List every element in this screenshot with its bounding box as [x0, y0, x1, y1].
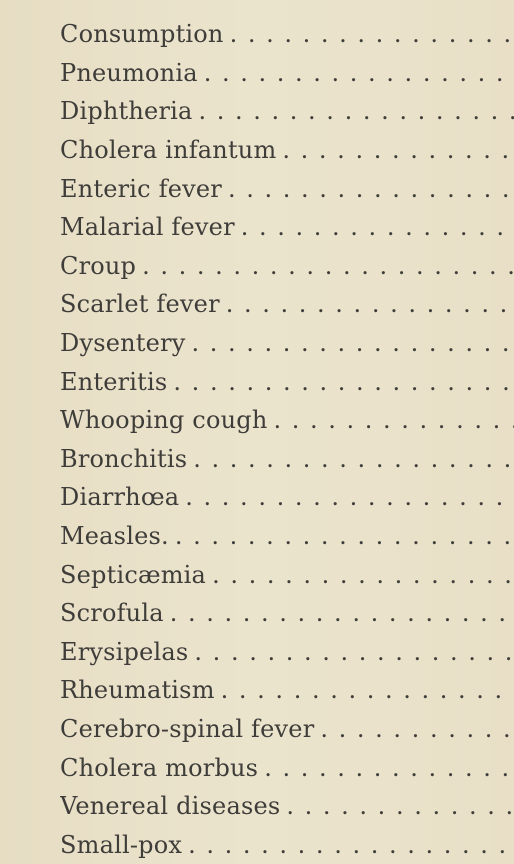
- dot-leader: [199, 97, 514, 125]
- list-item: [60, 92, 514, 131]
- disease-name: Small-pox: [60, 831, 182, 859]
- disease-name: Septicæmia: [60, 561, 206, 589]
- dot-leader: [226, 290, 514, 318]
- dot-leader: [191, 329, 514, 357]
- disease-name: Bronchitis: [60, 445, 187, 473]
- list-item: [60, 710, 514, 749]
- dot-leader: [188, 831, 514, 859]
- dot-leader: [228, 175, 514, 203]
- disease-name: Dysentery: [60, 329, 185, 357]
- disease-name: Enteritis: [60, 368, 167, 396]
- dot-leader: [320, 715, 514, 743]
- dot-leader: [282, 136, 514, 164]
- disease-name: Scrofula: [60, 599, 164, 627]
- dot-leader: [221, 676, 514, 704]
- list-item: [60, 517, 514, 556]
- list-item: [60, 324, 514, 363]
- dot-leader: [175, 522, 514, 550]
- list-item: [60, 54, 514, 93]
- disease-name: Enteric fever: [60, 175, 222, 203]
- dot-leader: [142, 252, 514, 280]
- dot-leader: [286, 792, 514, 820]
- list-item: [60, 15, 514, 54]
- list-item: [60, 594, 514, 633]
- list-item: [60, 247, 514, 286]
- disease-name: Whooping cough: [60, 406, 267, 434]
- dot-leader: [230, 20, 514, 48]
- disease-name: Rheumatism: [60, 676, 215, 704]
- disease-name: Cholera infantum: [60, 136, 276, 164]
- dot-leader: [194, 638, 514, 666]
- dot-leader: [212, 561, 514, 589]
- disease-name: Cholera morbus: [60, 754, 258, 782]
- dot-leader: [241, 213, 514, 241]
- dot-leader: [193, 445, 514, 473]
- list-item: [60, 825, 514, 864]
- disease-name: Measles.: [60, 522, 169, 550]
- list-item: [60, 440, 514, 479]
- disease-name: Malarial fever: [60, 213, 235, 241]
- disease-name: Erysipelas: [60, 638, 188, 666]
- disease-name: Consumption: [60, 20, 224, 48]
- dot-leader: [204, 59, 514, 87]
- disease-name: Cerebro-spinal fever: [60, 715, 314, 743]
- dot-leader: [273, 406, 514, 434]
- disease-name: Scarlet fever: [60, 290, 220, 318]
- list-item: [60, 401, 514, 440]
- disease-list: [60, 15, 514, 864]
- list-item: [60, 748, 514, 787]
- list-item: [60, 362, 514, 401]
- list-item: [60, 208, 514, 247]
- list-item: [60, 478, 514, 517]
- list-item: [60, 131, 514, 170]
- dot-leader: [185, 483, 514, 511]
- dot-leader: [173, 368, 514, 396]
- disease-name: Venereal diseases: [60, 792, 280, 820]
- list-item: [60, 787, 514, 826]
- disease-name: Croup: [60, 252, 136, 280]
- list-item: [60, 671, 514, 710]
- dot-leader: [264, 754, 514, 782]
- list-item: [60, 285, 514, 324]
- list-item: [60, 555, 514, 594]
- disease-name: Pneumonia: [60, 59, 198, 87]
- dot-leader: [170, 599, 514, 627]
- list-item: [60, 169, 514, 208]
- disease-name: Diphtheria: [60, 97, 193, 125]
- list-item: [60, 633, 514, 672]
- disease-name: Diarrhœa: [60, 483, 179, 511]
